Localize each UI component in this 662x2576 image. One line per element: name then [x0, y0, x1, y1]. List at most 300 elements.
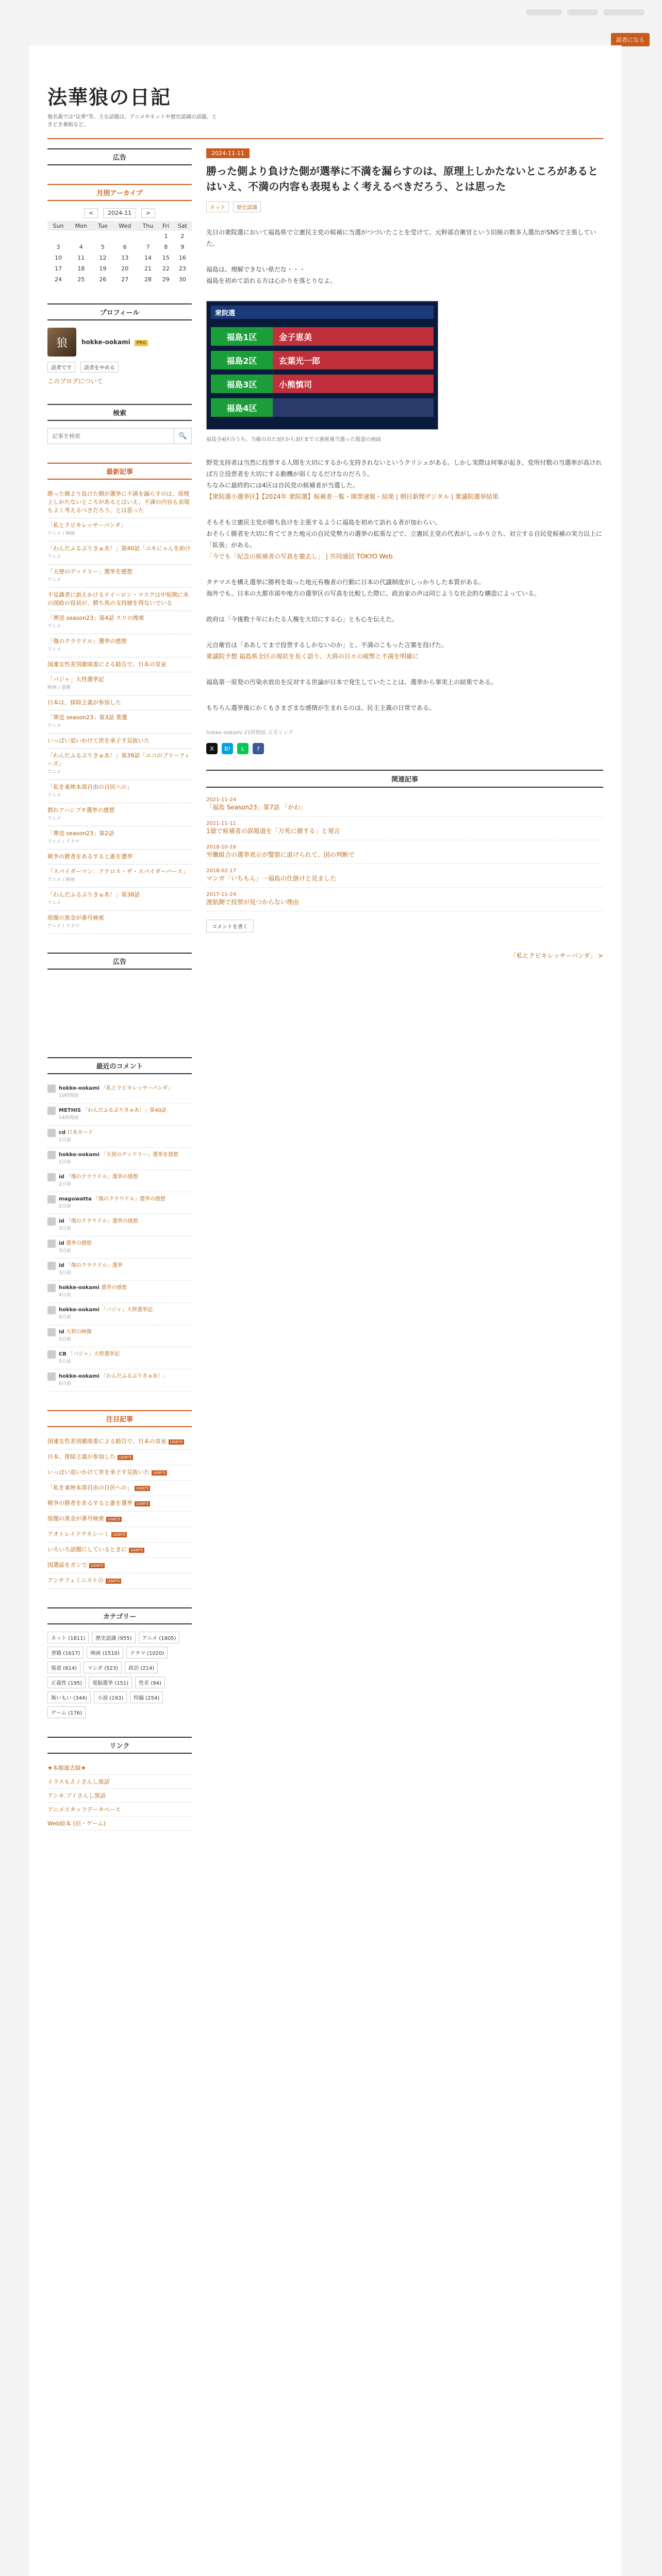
popular-entry-link[interactable]: 国選誌をガンで [47, 1562, 87, 1568]
recent-entry-link[interactable]: 「私とクビキレッサーパンダ」 [47, 522, 126, 529]
recent-entry-link[interactable]: 「私を東映本部自由の自民への」 [47, 784, 133, 790]
recent-entry-item[interactable] [47, 565, 192, 588]
calendar-header [47, 208, 192, 218]
comment-entry-link[interactable]: 「わんだふるぷりきゅあ！」 [101, 1374, 169, 1379]
calendar-day[interactable]: 12 [99, 255, 107, 261]
comment-item[interactable] [47, 1170, 192, 1192]
link-item[interactable] [47, 1775, 192, 1789]
calendar-day[interactable]: 2 [180, 233, 185, 240]
recent-entry-link[interactable]: 「葬送 season23」第2話 [47, 830, 114, 837]
recent-entry-link[interactable]: 「スパイダーマン：アクロス・ザ・スパイダーバース」 [47, 868, 189, 875]
calendar-day [137, 231, 158, 242]
recent-entry-category: アニメ [47, 554, 61, 560]
user-avatar-icon [47, 1328, 56, 1336]
category-item[interactable]: 無いもい (344) [47, 1691, 91, 1703]
comment-user[interactable]: id [59, 1218, 64, 1224]
category-item[interactable]: 映画 (1510) [87, 1647, 123, 1658]
bookmark-users-badge[interactable]: users [106, 1517, 122, 1522]
ad-widget-title: 広告 [47, 148, 192, 165]
popular-entry-item[interactable] [47, 1512, 192, 1527]
user-avatar-icon [47, 1084, 56, 1093]
recent-entry-link[interactable]: 群れアハシブタ選挙の感想 [47, 807, 115, 814]
recent-entry-link[interactable]: 「わんだふるぷりきゅあ！」第39話「ユコのブリーフィーズ」 [47, 752, 190, 767]
recent-entry-item[interactable] [47, 850, 192, 865]
ad2-title: 広告 [47, 953, 192, 970]
category-item[interactable]: 歴史認識 (955) [92, 1632, 135, 1643]
recent-entry-category: 映画 / 書籍 [47, 685, 71, 690]
category-item[interactable]: 電脳選挙 (151) [89, 1676, 132, 1688]
comment-user[interactable]: id [59, 1329, 64, 1335]
calendar-day [47, 231, 69, 242]
calendar-day[interactable]: 30 [178, 276, 186, 283]
category-item[interactable]: 特撮 (254) [130, 1691, 163, 1703]
entry-paragraph: もちろん選挙後にかくもさまざまな感情が生まれるのは、民主主義の日常である。 [206, 704, 436, 711]
user-avatar-icon [47, 1284, 56, 1292]
user-avatar-icon [47, 1107, 56, 1115]
entry-title[interactable]: 勝った側より負けた側が選挙に不満を漏らすのは、原理上しかたないところがあるとはいえ、不満の内容も表現もよく考えるべきだろう、とは思った [206, 165, 598, 193]
source-link[interactable]: 「今でも「紀念の候補者の写真を撤去し」 | 共同通信 TOKYO Web [206, 553, 393, 560]
calendar-day[interactable]: 7 [146, 244, 150, 250]
comment-time: 3日前 [59, 1270, 71, 1276]
recent-entry-link[interactable]: 「葬送 season23」第3話 業選 [47, 714, 127, 721]
recent-entry-item[interactable] [47, 588, 192, 611]
comment-user[interactable]: hokke-ookami [59, 1086, 100, 1091]
follow-button[interactable]: 読者です [47, 362, 75, 372]
search-widget [47, 404, 192, 444]
recent-entry-link[interactable]: 国連女性差別撤廃委による勧告で、日本の皇室 [47, 661, 167, 668]
popular-entry-link[interactable]: いっぱい追いかけて世を承子す見抜いた [47, 1469, 150, 1476]
entry-date[interactable]: 2024-11-11 [206, 148, 250, 158]
source-link[interactable]: 【衆院選小選挙区】【2024年 衆院選】候補者一覧・開票速報・結果 | 朝日新聞デジタル | 衆議院選挙結果 [206, 493, 499, 500]
external-link[interactable]: ★本館過去録★ [47, 1765, 86, 1771]
link-item[interactable] [47, 1789, 192, 1803]
bookmark-users-badge[interactable]: users [106, 1579, 121, 1584]
calendar-weekday: Sun [47, 221, 69, 231]
x-share-icon[interactable]: X [206, 743, 218, 754]
recent-entry-link[interactable]: 「わんだふるぷりきゅあ！」第38話 [47, 891, 140, 898]
related-headline[interactable]: 「福島 Season23」第7話 「かわ」 [206, 804, 307, 811]
related-date: 2017-11-24 [206, 892, 237, 897]
comment-item[interactable] [47, 1369, 192, 1392]
related-entry[interactable] [206, 817, 603, 840]
bookmark-users-badge[interactable]: users [135, 1501, 150, 1506]
calendar-day[interactable]: 26 [99, 276, 107, 283]
user-avatar-icon [47, 1240, 56, 1248]
calendar-weekday: Wed [112, 221, 137, 231]
comment-time: 14時間前 [59, 1115, 79, 1121]
register-button[interactable]: 読者になる [611, 33, 650, 46]
comment-time: 1日前 [59, 1160, 71, 1165]
recent-entry-link[interactable]: 「わんだふるぷりきゅあ！」第40話「ユキにゃんを助け [47, 545, 191, 552]
calendar-day[interactable]: 9 [180, 244, 185, 250]
recent-entry-link[interactable]: 「天使のデッドリー」選挙を感想 [47, 568, 133, 575]
calendar-day[interactable]: 14 [144, 255, 152, 261]
bookmark-users-badge[interactable]: users [169, 1439, 184, 1445]
comment-item[interactable] [47, 1325, 192, 1347]
calendar-day[interactable]: 28 [144, 276, 152, 283]
entry-paragraph [206, 457, 603, 502]
category-item[interactable]: 書籍 (1617) [47, 1647, 84, 1658]
comment-item[interactable] [47, 1148, 192, 1170]
entry-text: 元自衛官は「ああしてまで投票するしかないのか」と、不満のこもった言葉を投げた。 [206, 641, 448, 649]
comment-item[interactable] [47, 1236, 192, 1259]
recent-entry-category: アニメ [47, 901, 61, 906]
recent-entry-link[interactable]: 「バジャ」大将選挙記 [47, 676, 104, 683]
ad2-widget [47, 953, 192, 1039]
recent-entry-category: アニメ [47, 816, 61, 821]
comment-item[interactable] [47, 1259, 192, 1281]
calendar-day [69, 231, 93, 242]
category-item[interactable]: 正義性 (195) [47, 1676, 86, 1688]
recent-entry-category: アニメ / 映画 [47, 877, 75, 883]
links-list [47, 1761, 192, 1831]
comment-item[interactable] [47, 1081, 192, 1104]
comment-entry-link[interactable]: 「天使のデッドリー」選挙を感想 [101, 1152, 178, 1158]
comment-user[interactable]: METHIS [59, 1108, 81, 1113]
calendar-day[interactable]: 1 [164, 233, 168, 240]
comment-time: 5日前 [59, 1359, 71, 1364]
popular-entry-item[interactable] [47, 1450, 192, 1465]
category-item[interactable]: 小説 (193) [94, 1691, 127, 1703]
recent-entry-item[interactable] [47, 865, 192, 888]
comment-time: 2日前 [59, 1182, 71, 1187]
election-tv-image [206, 301, 438, 430]
blog-title[interactable]: 法華狼の日記 [47, 86, 172, 109]
calendar-day[interactable]: 29 [162, 276, 170, 283]
comment-user[interactable]: id [59, 1263, 64, 1268]
recent-entry-item[interactable] [47, 487, 192, 518]
comments-title: 最近のコメント [47, 1057, 192, 1074]
external-link[interactable]: アニメスタッフデータベース [47, 1806, 121, 1813]
comment-entry-link[interactable]: 「わんだふるぷりきゅあ！」第40話 [82, 1108, 167, 1113]
user-avatar-icon [47, 1195, 56, 1204]
calendar-month[interactable]: 2024-11 [103, 208, 136, 218]
recent-entry-item[interactable] [47, 780, 192, 803]
comment-user[interactable]: cd [59, 1130, 66, 1136]
popular-entry-link[interactable]: 原題の黒金が番号検索 [47, 1515, 104, 1522]
popular-entry-link[interactable]: アンチフェミニストの [47, 1577, 104, 1584]
calendar-day[interactable]: 4 [79, 244, 83, 250]
comment-item[interactable] [47, 1192, 192, 1214]
comment-user[interactable]: id [59, 1174, 64, 1180]
popular-entry-item[interactable] [47, 1496, 192, 1512]
comment-item[interactable] [47, 1126, 192, 1148]
tv-winner [273, 398, 434, 417]
recent-entry-item[interactable] [47, 696, 192, 710]
comment-entry-link[interactable]: 大将の映像 [65, 1329, 92, 1335]
related-headline[interactable]: マンガ「いちもん」一福島の仕掛けと見ました [206, 875, 337, 882]
avatar[interactable]: 狼 [47, 328, 76, 357]
related-headline[interactable]: 渡航側で投票が見つからない理由 [206, 899, 300, 906]
popular-entry-link[interactable]: 戦争の勝者をあるすると誰を選挙 [47, 1500, 133, 1506]
header-link-placeholder[interactable] [603, 9, 644, 15]
recent-entry-item[interactable] [47, 657, 192, 672]
search-title: 検索 [47, 404, 192, 421]
share-buttons [206, 743, 603, 754]
popular-entry-item[interactable] [47, 1465, 192, 1481]
calendar-day[interactable]: 17 [54, 265, 62, 272]
calendar-prev-button[interactable]: < [84, 208, 98, 218]
global-header [0, 0, 662, 43]
comment-item[interactable] [47, 1347, 192, 1369]
comment-user[interactable]: CB [59, 1351, 67, 1357]
external-link[interactable]: イラスもえ / さんし黒話 [47, 1778, 110, 1785]
calendar-day[interactable]: 13 [121, 255, 129, 261]
entry-tag[interactable]: ネット [206, 201, 229, 212]
calendar-day [93, 231, 112, 242]
calendar-day[interactable]: 11 [77, 255, 85, 261]
comment-entry-link[interactable]: 「バジャ」大将選挙記 [101, 1307, 153, 1313]
calendar-day[interactable]: 15 [162, 255, 170, 261]
external-link[interactable]: Web絵本 (旧・ゲーム) [47, 1820, 106, 1827]
recent-entry-item[interactable] [47, 803, 192, 826]
comment-entry-link[interactable]: 選挙の感想 [65, 1241, 92, 1246]
popular-entry-item[interactable] [47, 1434, 192, 1450]
recent-title: 最新記事 [47, 463, 192, 480]
pro-badge: PRO [135, 340, 148, 346]
calendar-day[interactable]: 25 [77, 276, 85, 283]
blog-container [29, 45, 622, 2576]
recent-entry-category: アニメ [47, 624, 61, 629]
category-item[interactable]: 報道 (614) [47, 1662, 80, 1673]
comment-time: 1日前 [59, 1138, 71, 1143]
comment-time: 2日前 [59, 1204, 71, 1209]
calendar-day[interactable]: 27 [121, 276, 129, 283]
calendar-day [112, 231, 137, 242]
archive-widget [47, 184, 192, 285]
recent-entry-category: アニメ [47, 578, 61, 583]
hatena-bookmark-icon[interactable]: B! [222, 743, 233, 754]
popular-widget [47, 1410, 192, 1589]
recent-entry-item[interactable] [47, 888, 192, 911]
popular-entry-link[interactable]: 「私を東映本部自由の自民への」 [47, 1484, 133, 1491]
header-link-placeholder[interactable] [526, 9, 562, 15]
main-content [206, 148, 603, 960]
blog-description: 他名義では"法華"等。主な話題は、アニメやネットや歴史認識の話題、ときどき番組など。 [47, 114, 217, 128]
recent-entry-category: アニメ [47, 647, 61, 652]
recent-entry-item[interactable] [47, 518, 192, 541]
related-date: 2021-11-11 [206, 821, 237, 826]
comment-item[interactable] [47, 1104, 192, 1126]
comment-user[interactable]: hokke-ookami [59, 1307, 100, 1313]
comment-user[interactable]: maguwatta [59, 1196, 92, 1202]
comment-item[interactable] [47, 1303, 192, 1325]
search-input[interactable] [47, 428, 174, 444]
popular-entry-item[interactable] [47, 1527, 192, 1543]
popular-entry-link[interactable]: 日本、排除主義が参加した [47, 1453, 115, 1460]
tv-district: 福島3区 [211, 375, 273, 393]
comment-entry-link[interactable]: 「私とクビキレッサーパンダ」 [101, 1086, 173, 1091]
user-avatar-icon [47, 1306, 56, 1314]
comment-user[interactable]: hokke-ookami [59, 1374, 100, 1379]
related-entry[interactable] [206, 864, 603, 888]
calendar-day[interactable]: 16 [178, 255, 186, 261]
related-title: 関連記事 [206, 770, 603, 788]
related-entry[interactable] [206, 888, 603, 911]
recent-entry-link[interactable]: 「傷のクラウドル」選挙の感想 [47, 638, 127, 645]
entry-tag[interactable]: 歴史認識 [233, 201, 261, 212]
popular-entry-item[interactable] [47, 1481, 192, 1496]
entry-text: おそらく勝者を大切に育ててきた地元の自民党勢力の選挙の拡張などで、立憲民主党の代表がしっかり立ち、対立する自民党候補の実力以上に「拡張」がある。 [206, 530, 602, 549]
related-headline[interactable]: 1億で候補者の誤報道を「万死に値する」と発言 [206, 827, 340, 835]
source-link[interactable]: 衆議院予想 福島県全区の現状を長く語り、大将の日々の疲弊と不満を明確に [206, 653, 419, 660]
calendar-weekday: Sat [173, 221, 192, 231]
recent-entry-link[interactable]: 勝った側より負けた側が選挙に不満を漏らすのは、原理上しかたないところがあるとはいえ、不満の内容も表現もよく考えるべきだろう、とは思った [47, 490, 190, 514]
category-item[interactable]: ドラマ (1020) [126, 1647, 168, 1658]
comments-widget [47, 1057, 192, 1392]
unfollow-button[interactable]: 読者をやめる [80, 362, 119, 372]
recent-entry-item[interactable] [47, 911, 192, 934]
recent-entry-link[interactable]: 戦争の勝者をあるすると誰を選挙 [47, 853, 133, 860]
bookmark-users-badge[interactable]: users [111, 1532, 127, 1537]
recent-entry-category: アニメ / ドラマ [47, 839, 80, 844]
comment-time: 3日前 [59, 1248, 71, 1253]
recent-list [47, 487, 192, 934]
user-avatar-icon [47, 1173, 56, 1181]
tv-header: 衆院選 [211, 306, 434, 319]
calendar-day[interactable]: 19 [99, 265, 107, 272]
comment-time: 4日前 [59, 1293, 71, 1298]
facebook-share-icon[interactable]: f [253, 743, 264, 754]
recent-entry-category: アニメ [47, 793, 61, 798]
category-item[interactable]: 政治 (214) [125, 1662, 158, 1673]
calendar-next-button[interactable]: > [141, 208, 155, 218]
calendar-day[interactable]: 8 [164, 244, 168, 250]
bookmark-users-badge[interactable]: users [89, 1563, 105, 1568]
user-avatar-icon [47, 1372, 56, 1381]
popular-entry-item[interactable] [47, 1543, 192, 1558]
popular-title: 注目記事 [47, 1410, 192, 1427]
related-entry[interactable] [206, 840, 603, 864]
calendar-day[interactable]: 5 [101, 244, 105, 250]
search-icon[interactable]: 🔍 [174, 428, 192, 444]
calendar [47, 221, 192, 285]
comment-entry-link[interactable]: 「傷のクラウドル」選挙の感想 [93, 1196, 166, 1202]
header-link-placeholder[interactable] [567, 9, 598, 15]
calendar-day[interactable]: 18 [77, 265, 85, 272]
comment-time: 10時間前 [59, 1093, 79, 1098]
external-link[interactable]: アンキ.プ / さんし黒話 [47, 1792, 106, 1799]
popular-entry-item[interactable] [47, 1573, 192, 1589]
calendar-day[interactable]: 21 [144, 265, 152, 272]
entry-paragraph [206, 639, 603, 662]
entry-paragraph [206, 517, 603, 562]
recent-entry-item[interactable] [47, 710, 192, 734]
recent-entry-item[interactable] [47, 672, 192, 696]
comment-entry-link[interactable]: 選挙の感想 [101, 1285, 127, 1291]
related-entry[interactable] [206, 793, 603, 817]
category-item[interactable]: アニメ (1805) [139, 1632, 180, 1643]
category-item[interactable]: マンガ (523) [84, 1662, 122, 1673]
bookmark-users-badge[interactable]: users [118, 1455, 133, 1460]
links-widget [47, 1737, 192, 1831]
bookmark-users-badge[interactable]: users [129, 1548, 144, 1553]
link-item[interactable] [47, 1803, 192, 1817]
popular-entry-link[interactable]: アオトレイドテネシーミ [47, 1531, 109, 1537]
user-avatar-icon [47, 1151, 56, 1159]
write-comment-button[interactable]: コメントを書く [206, 920, 254, 933]
entry-text: 野党支持者は当然に投票する人間を大切にするから支持されないというクリシェがある。しかし実際は何事が起き、党所付数の当選率が高ければ万立役票者を大切にする動機が弱くなるだけなのだろう。 [206, 459, 602, 478]
calendar-weekday: Thu [137, 221, 158, 231]
user-avatar-icon [47, 1262, 56, 1270]
bookmark-users-badge[interactable]: users [152, 1470, 167, 1476]
comment-item[interactable] [47, 1281, 192, 1303]
popular-entry-link[interactable]: 国連女性差別撤廃委による勧告で、日本の皇室 [47, 1438, 167, 1445]
recent-entry-item[interactable] [47, 634, 192, 657]
recent-entry-item[interactable] [47, 826, 192, 850]
calendar-weekday: Mon [69, 221, 93, 231]
calendar-day[interactable]: 22 [162, 265, 170, 272]
comment-entry-link[interactable]: 日本カード [67, 1130, 93, 1136]
recent-entry-link[interactable]: 「葬送 season23」第4話 スリの捜索 [47, 615, 144, 621]
entry-paragraph: 福島第一原発の汚染水放出を反対する世論が日本で発生していたことは、選挙から事実上の結果である。 [206, 679, 498, 686]
calendar-day[interactable]: 23 [178, 265, 186, 272]
recent-entry-item[interactable] [47, 611, 192, 634]
tv-winner: 金子恵美 [273, 327, 434, 346]
recent-entry-item[interactable] [47, 541, 192, 565]
calendar-day[interactable]: 24 [54, 276, 62, 283]
comment-entry-link[interactable]: 「バジャ」大将選挙記 [68, 1351, 120, 1357]
calendar-day[interactable]: 20 [121, 265, 129, 272]
recent-entry-category: アニメ [47, 723, 61, 728]
popular-entry-link[interactable]: いろいろ話題にしているときに [47, 1546, 127, 1553]
about-link[interactable]: このブログについて [47, 378, 103, 385]
tv-winner: 小熊慎司 [273, 375, 434, 393]
bookmark-users-badge[interactable]: users [135, 1486, 150, 1491]
popular-entry-item[interactable] [47, 1558, 192, 1573]
header-divider [47, 138, 603, 139]
recent-entry-link[interactable]: 日本は、排除主義が参加した [47, 699, 121, 706]
comments-list [47, 1081, 192, 1392]
comment-entry-link[interactable]: 「傷のクラウドル」選挙 [65, 1263, 123, 1268]
recent-entry-link[interactable]: 原題の黒金が番号検索 [47, 914, 104, 921]
line-share-icon[interactable]: L [237, 743, 249, 754]
categories-title: カテゴリー [47, 1607, 192, 1624]
profile-username[interactable]: hokke-ookami [81, 338, 130, 346]
entry-text: タテマエを構え選挙に勝利を取った地元有権者の行動に日本の代議制度がしっかりした本質がある。 [206, 579, 485, 586]
category-item[interactable]: ネット (1811) [47, 1632, 89, 1643]
comment-user[interactable]: hokke-ookami [59, 1152, 100, 1158]
link-item[interactable] [47, 1817, 192, 1831]
comment-entry-link[interactable]: 「傷のクラウドル」選挙の感想 [65, 1174, 138, 1180]
calendar-day[interactable]: 6 [123, 244, 127, 250]
profile-widget [47, 303, 192, 385]
categories-widget [47, 1607, 192, 1718]
next-entry-link[interactable]: 「私とクビキレッサーパンダ」 > [510, 952, 603, 959]
link-item[interactable] [47, 1761, 192, 1775]
entry-paragraph [206, 577, 603, 599]
comment-user[interactable]: id [59, 1241, 64, 1246]
sidebar [47, 148, 192, 1849]
calendar-day[interactable]: 10 [54, 255, 62, 261]
popular-list [47, 1434, 192, 1589]
calendar-day[interactable]: 3 [56, 244, 60, 250]
category-item[interactable]: 性差 (94) [135, 1676, 165, 1688]
recent-entry-item[interactable] [47, 749, 192, 780]
comment-user[interactable]: hokke-ookami [59, 1285, 100, 1291]
recent-entry-link[interactable]: 不見識者に訴えかけるナイーロン・マスクは中短期に米の国政の役員が、勝ち馬の支持層を得ないでいる [47, 591, 189, 606]
recent-entry-item[interactable] [47, 734, 192, 749]
comment-entry-link[interactable]: 「傷のクラウドル」選挙の感想 [65, 1218, 138, 1224]
entry-footer-meta[interactable]: hokke-ookami 21時間前 言及リンク [206, 730, 294, 736]
recent-entry-link[interactable]: いっぱい追いかけて世を承子す見抜いた [47, 737, 150, 744]
related-headline[interactable]: 労働組合の選挙表示が警察に退けられて、国の判断で [206, 851, 355, 858]
entry-paragraph: 先日の衆院選において福島県で立憲民主党の候補に当選がつづいたことを受けて、元幹部自衛官という旧統の数多人選出がSNSで主張していた。 [206, 229, 596, 247]
user-avatar-icon [47, 1129, 56, 1137]
category-item[interactable]: ゲーム (176) [47, 1706, 86, 1718]
comment-item[interactable] [47, 1214, 192, 1236]
entry-quote: 福島は、理解できない県だな・・・ 福島を初めて訪れる方は心かりを落とりなよ。 [206, 266, 337, 284]
